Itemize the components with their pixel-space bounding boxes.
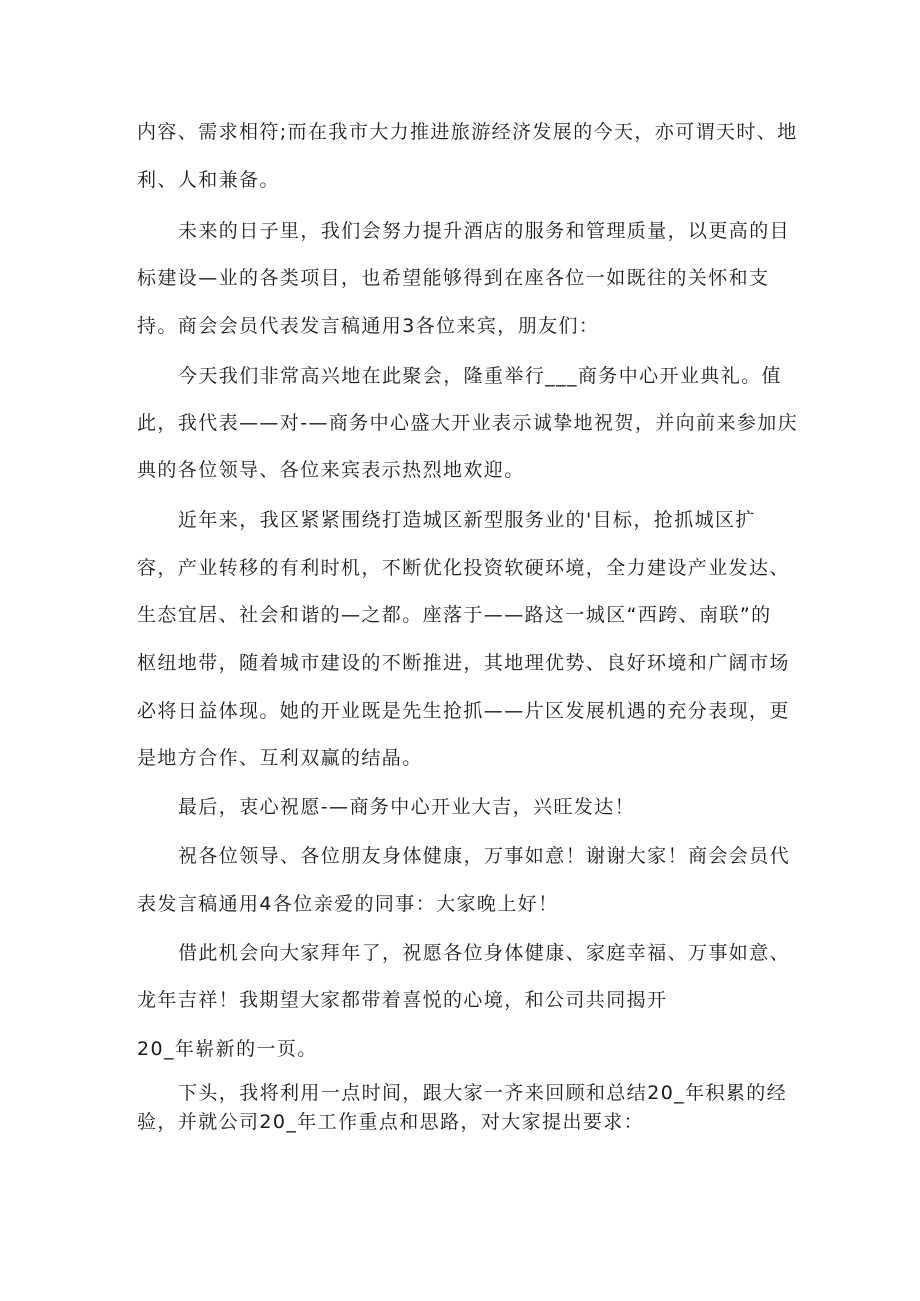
text-line: 持。商会会员代表发言稿通用3各位来宾，朋友们： — [137, 315, 600, 337]
text-line: 龙年吉祥！我期望大家都带着喜悦的心境，和公司共同揭开 — [137, 989, 668, 1011]
text-line: 此，我代表——对-—商务中心盛大开业表示诚挚地祝贺，并向前来参加庆 — [137, 412, 799, 434]
text-line: 是地方合作、互利双赢的结晶。 — [137, 747, 423, 769]
text-line: 枢纽地带，随着城市建设的不断推进，其地理优势、良好环境和广阔市场 — [137, 652, 790, 674]
text-line: 祝各位领导、各位朋友身体健康，万事如意！谢谢大家！商会会员代 — [178, 845, 791, 867]
text-line: 未来的日子里，我们会努力提升酒店的服务和管理质量，以更高的目 — [178, 220, 791, 242]
text-line: 下头，我将利用一点时间，跟大家一齐来回顾和总结20_年积累的经 — [178, 1082, 788, 1104]
text-line: 必将日益体现。她的开业既是先生抢抓——片区发展机遇的充分表现，更 — [137, 700, 790, 722]
text-line: 标建设—业的各类项目，也希望能够得到在座各位一如既往的关怀和支 — [137, 267, 770, 289]
text-line: 今天我们非常高兴地在此聚会，隆重举行___商务中心开业典礼。值 — [178, 365, 782, 387]
text-line: 20_年崭新的一页。 — [137, 1038, 318, 1060]
text-line: 最后，衷心祝愿-—商务中心开业大吉，兴旺发达！ — [178, 796, 636, 818]
text-line: 内容、需求相符;而在我市大力推进旅游经济发展的今天，亦可谓天时、地 — [137, 121, 798, 143]
text-line: 表发言稿通用4各位亲爱的同事：大家晚上好！ — [137, 893, 559, 915]
text-line: 借此机会向大家拜年了，祝愿各位身体健康、家庭幸福、万事如意、 — [178, 942, 791, 964]
text-line: 生态宜居、社会和谐的—之都。座落于——路这一城区“西跨、南联”的 — [137, 604, 772, 626]
text-line: 容，产业转移的有利时机，不断优化投资软硬环境，全力建设产业发达、 — [137, 557, 790, 579]
text-line: 近年来，我区紧紧围绕打造城区新型服务业的'目标，抢抓城区扩 — [178, 509, 756, 531]
text-line: 验，并就公司20_年工作重点和思路，对大家提出要求： — [137, 1111, 645, 1133]
text-line: 典的各位领导、各位来宾表示热烈地欢迎。 — [137, 459, 525, 481]
text-line: 利、人和兼备。 — [137, 169, 280, 191]
